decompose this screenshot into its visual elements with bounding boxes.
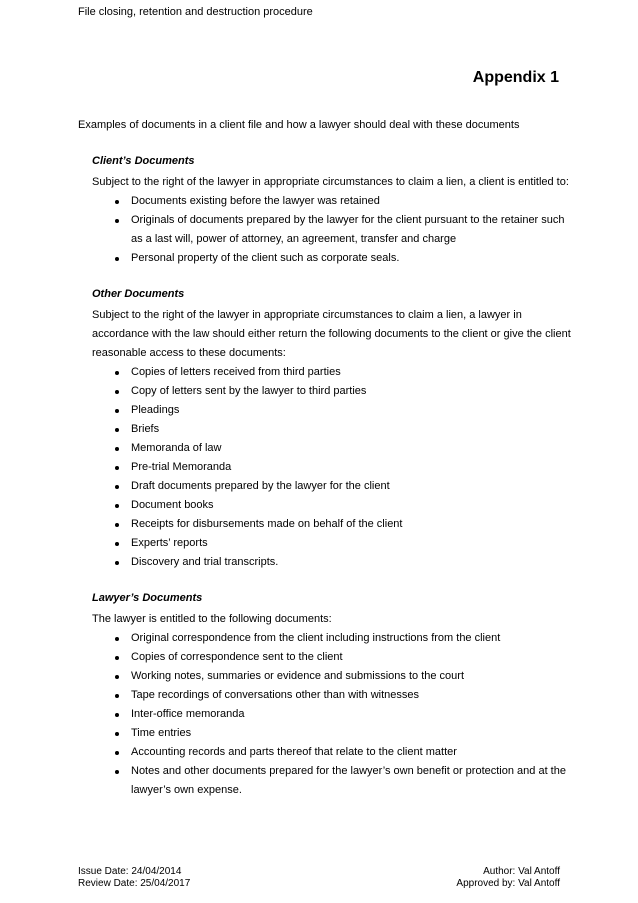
list-item-text: Personal property of the client such as corporate seals.: [131, 252, 400, 264]
bullet-icon: [115, 390, 119, 394]
bullet-icon: [115, 257, 119, 261]
list-item-text: Draft documents prepared by the lawyer for the client: [131, 480, 390, 492]
bullet-icon: [115, 732, 119, 736]
list-item-text: Accounting records and parts thereof that relate to the client matter: [131, 746, 457, 758]
list-item-text: Copy of letters sent by the lawyer to third parties: [131, 385, 367, 397]
list-item-text: Pre-trial Memoranda: [131, 461, 232, 473]
bullet-icon: [115, 466, 119, 470]
section-paragraph: The lawyer is entitled to the following documents:: [92, 613, 332, 625]
list-item: [92, 724, 572, 743]
client-documents-section: [92, 154, 572, 268]
bullet-icon: [115, 751, 119, 755]
list-item: [92, 534, 572, 553]
list-item-text: Tape recordings of conversations other than with witnesses: [131, 689, 419, 701]
lawyer-documents-section: [92, 591, 572, 800]
other-documents-section: [92, 287, 572, 572]
bullet-icon: [115, 200, 119, 204]
list-item-text: Document books: [131, 499, 214, 511]
bullet-icon: [115, 523, 119, 527]
list-item: [92, 705, 572, 724]
bullet-icon: [115, 542, 119, 546]
list-item: [92, 439, 572, 458]
list-item-text: Memoranda of law: [131, 442, 222, 454]
list-item: [92, 515, 572, 534]
list-item: [92, 363, 572, 382]
section-paragraph: Subject to the right of the lawyer in appropriate circumstances to claim a lien, a lawyer in accordance with the law should either return the following documents to the client or give the client reasonable access to these documents:: [92, 309, 571, 359]
section-title: Lawyer’s Documents: [92, 592, 203, 604]
list-item-text: Originals of documents prepared by the lawyer for the client pursuant to the retainer such as a last will, power of attorney, an agreement, transfer and charge: [131, 214, 565, 245]
bullet-list: [92, 363, 572, 572]
list-item-text: Original correspondence from the client including instructions from the client: [131, 632, 501, 644]
list-item: [92, 249, 572, 268]
bullet-icon: [115, 485, 119, 489]
document-header: File closing, retention and destruction procedure: [78, 6, 313, 18]
list-item-text: Inter-office memoranda: [131, 708, 245, 720]
appendix-title: Appendix 1: [472, 69, 559, 86]
bullet-icon: [115, 656, 119, 660]
list-item: [92, 648, 572, 667]
list-item: [92, 420, 572, 439]
bullet-list: [92, 629, 572, 800]
list-item-text: Copies of letters received from third parties: [131, 366, 341, 378]
list-item-text: Notes and other documents prepared for the lawyer’s own benefit or protection and at the lawyer’s own expense.: [131, 765, 566, 796]
list-item: [92, 629, 572, 648]
bullet-icon: [115, 447, 119, 451]
author: Author: Val Antoff: [483, 866, 560, 877]
section-paragraph: Subject to the right of the lawyer in appropriate circumstances to claim a lien, a client is entitled to:: [92, 176, 569, 188]
list-item-text: Receipts for disbursements made on behalf of the client: [131, 518, 403, 530]
review-date: Review Date: 25/04/2017: [78, 878, 191, 889]
footer-authors: [456, 866, 560, 890]
list-item: [92, 667, 572, 686]
approved-by: Approved by: Val Antoff: [456, 878, 560, 889]
bullet-icon: [115, 637, 119, 641]
list-item: [92, 477, 572, 496]
bullet-icon: [115, 713, 119, 717]
bullet-icon: [115, 371, 119, 375]
list-item: [92, 192, 572, 211]
section-title: Other Documents: [92, 288, 185, 300]
bullet-icon: [115, 694, 119, 698]
intro-text: Examples of documents in a client file and how a lawyer should deal with these documents: [78, 119, 520, 131]
issue-date: Issue Date: 24/04/2014: [78, 866, 182, 877]
list-item-text: Experts’ reports: [131, 537, 208, 549]
list-item: [92, 496, 572, 515]
list-item-text: Briefs: [131, 423, 160, 435]
bullet-icon: [115, 504, 119, 508]
bullet-icon: [115, 409, 119, 413]
list-item-text: Documents existing before the lawyer was retained: [131, 195, 380, 207]
list-item-text: Time entries: [131, 727, 192, 739]
list-item: [92, 686, 572, 705]
bullet-icon: [115, 428, 119, 432]
bullet-icon: [115, 561, 119, 565]
footer-dates: [78, 866, 190, 890]
list-item: [92, 211, 572, 249]
list-item-text: Working notes, summaries or evidence and submissions to the court: [131, 670, 465, 682]
list-item-text: Discovery and trial transcripts.: [131, 556, 279, 568]
list-item: [92, 553, 572, 572]
list-item-text: Copies of correspondence sent to the client: [131, 651, 343, 663]
list-item: [92, 382, 572, 401]
bullet-icon: [115, 219, 119, 223]
bullet-icon: [115, 675, 119, 679]
list-item: [92, 401, 572, 420]
bullet-list: [92, 192, 572, 268]
list-item: [92, 743, 572, 762]
section-title: Client’s Documents: [92, 155, 195, 167]
list-item: [92, 762, 572, 800]
bullet-icon: [115, 770, 119, 774]
list-item: [92, 458, 572, 477]
list-item-text: Pleadings: [131, 404, 180, 416]
